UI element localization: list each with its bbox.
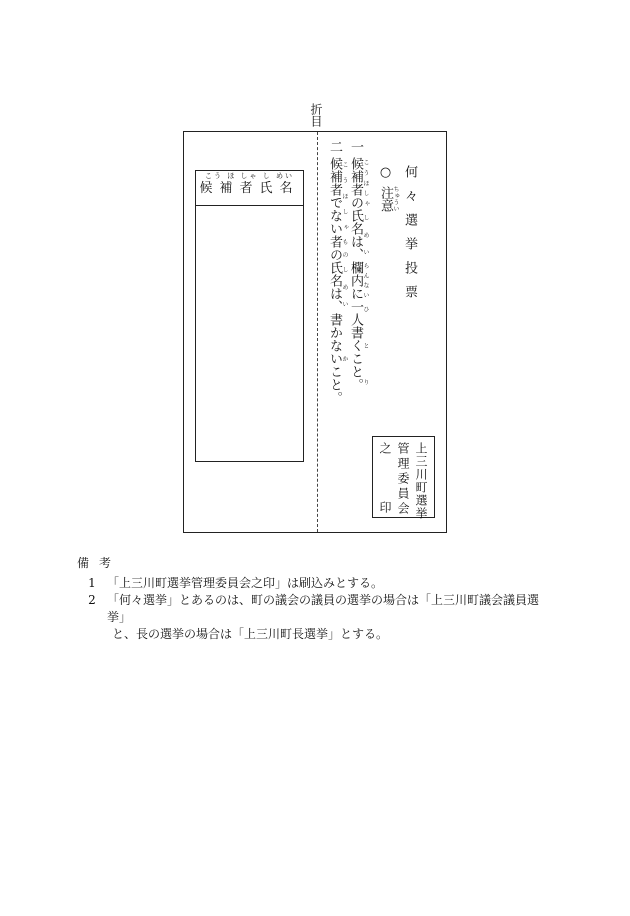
instruction-1-name: 氏名は、 bbox=[348, 209, 363, 261]
instruction-2-candidate: 候補者でない bbox=[327, 157, 342, 235]
seal-col3-top: 之 bbox=[378, 442, 392, 501]
notice-heading bbox=[378, 165, 399, 212]
instruction-2-number: 二 bbox=[327, 140, 342, 153]
instruction-1-candidate-ruby: こうほしゃ bbox=[362, 157, 369, 209]
remark-text: 「上三川町選挙管理委員会之印」は刷込みとする。 bbox=[107, 576, 384, 590]
candidate-name-ruby: こう ほ しゃ し めい bbox=[205, 172, 294, 180]
seal-col3-bottom: 印 bbox=[378, 501, 392, 560]
notice-marker: ○ bbox=[378, 165, 393, 180]
instruction-line-1 bbox=[348, 140, 369, 391]
instruction-1-inside: 欄内に bbox=[348, 261, 363, 300]
instruction-1-one-person-ruby: ひとり bbox=[362, 300, 369, 391]
instruction-1-name-ruby: しめい bbox=[362, 209, 369, 261]
remarks-heading: 備考 bbox=[77, 556, 122, 570]
candidate-name-box[interactable] bbox=[195, 170, 304, 462]
instruction-2-name-ruby: しめい bbox=[341, 261, 348, 313]
remark-item-continued bbox=[77, 626, 557, 643]
remark-item bbox=[77, 575, 557, 592]
seal-column-3 bbox=[378, 442, 392, 560]
seal-column-2: 管理委員会 bbox=[396, 442, 410, 517]
remark-text-continued: と、長の選挙の場合は「上三川町長選挙」とする。 bbox=[112, 627, 389, 641]
seal-column-1: 上三川町選挙 bbox=[414, 442, 428, 520]
fold-line bbox=[317, 132, 318, 532]
ballot-title: 何々選挙投票 bbox=[402, 165, 417, 309]
instruction-1-number: 一 bbox=[348, 140, 363, 153]
instruction-2-person-ruby: もの bbox=[341, 235, 348, 261]
remarks-section bbox=[77, 555, 557, 643]
instruction-1-inside-ruby: らんない bbox=[362, 261, 369, 300]
instruction-2-person: 者の bbox=[327, 235, 342, 261]
notice-label-ruby: ちゅうい bbox=[392, 186, 399, 212]
remark-item bbox=[77, 592, 557, 626]
instruction-2-name: 氏名は、 bbox=[327, 261, 342, 313]
instruction-2-write-ruby: か bbox=[341, 313, 348, 404]
instruction-1-candidate: 候補者の bbox=[348, 157, 363, 209]
instruction-1-one-person: 一人書くこと。 bbox=[348, 300, 363, 391]
instruction-2-write: 書かないこと。 bbox=[327, 313, 342, 404]
remark-number: 1 bbox=[88, 576, 96, 590]
instruction-2-candidate-ruby: こうほしゃ bbox=[341, 157, 348, 235]
instruction-line-2 bbox=[327, 140, 348, 404]
candidate-name-title: 候補者氏名 bbox=[199, 181, 300, 196]
remark-number: 2 bbox=[88, 593, 96, 607]
notice-label: 注意 bbox=[378, 186, 393, 212]
fold-label: 折目 bbox=[309, 103, 323, 127]
remark-text: 「何々選挙」とあるのは、町の議会の議員の選挙の場合は「上三川町議会議員選挙」 bbox=[107, 593, 540, 624]
